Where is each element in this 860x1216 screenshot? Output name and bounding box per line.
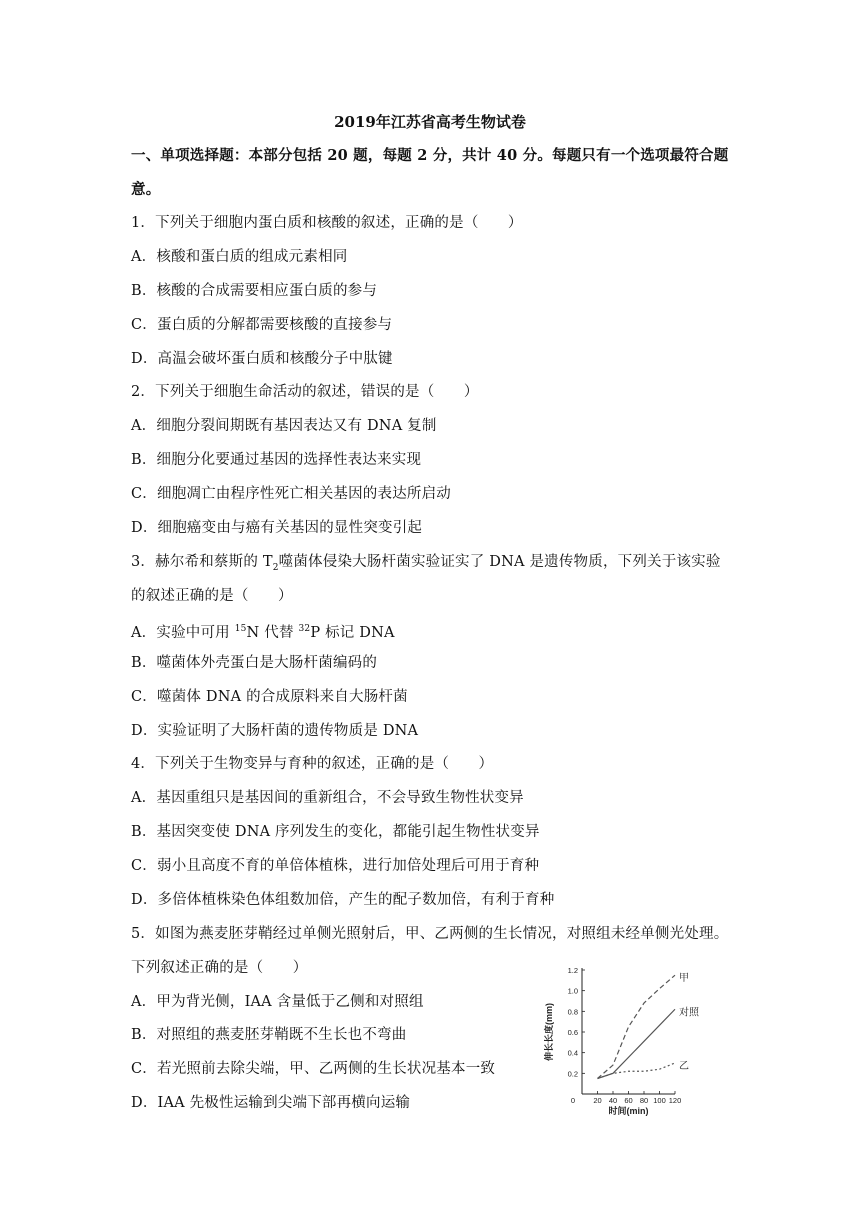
series-line <box>598 1009 676 1078</box>
q1-option-d: D．高温会破坏蛋白质和核酸分子中肽键 <box>131 351 393 367</box>
y-tick-label: 0.8 <box>567 1007 578 1017</box>
q5-option-c: C．若光照前去除尖端，甲、乙两侧的生长状况基本一致 <box>131 1061 496 1077</box>
q3-option-d: D．实验证明了大肠杆菌的遗传物质是 DNA <box>131 723 419 739</box>
q4-option-a: A．基因重组只是基因间的重新组合，不会导致生物性状变异 <box>131 790 524 806</box>
origin-label: 0 <box>570 1096 576 1105</box>
q5-option-a: A．甲为背光侧，IAA 含量低于乙侧和对照组 <box>131 994 424 1010</box>
q3-option-a: A．实验中可用 $^{15}$N 代替 $^{32}$P 标记 DNA <box>131 624 395 641</box>
q3-stem: 3．赫尔希和蔡斯的 $T_2$噬菌体侵染大肠杆菌实验证实了 DNA 是遗传物质，下列关于该实验 <box>131 554 721 573</box>
q3-stem-cont: 的叙述正确的是（ ） <box>131 588 293 604</box>
q5-stem: 5．如图为燕麦胚芽鞘经过单侧光照射后，甲、乙两侧的生长情况，对照组未经单侧光处理。 <box>131 926 729 942</box>
q3-option-b: B．噬菌体外壳蛋白是大肠杆菌编码的 <box>131 655 378 671</box>
y-axis-label: 伸长长度(mm) <box>544 1003 554 1061</box>
q2-option-a: A．细胞分裂间期既有基因表达又有 DNA 复制 <box>131 418 437 434</box>
q1-stem: 1．下列关于细胞内蛋白质和核酸的叙述，正确的是（ ） <box>131 215 523 231</box>
q1-option-c: C．蛋白质的分解都需要核酸的直接参与 <box>131 317 393 333</box>
page-title: 2019年江苏省高考生物试卷 <box>334 113 526 131</box>
q2-stem: 2．下列关于细胞生命活动的叙述，错误的是（ ） <box>131 384 479 400</box>
q5-option-d: D．IAA 先极性运输到尖端下部再横向运输 <box>131 1095 411 1111</box>
x-tick-label: 40 <box>608 1096 618 1105</box>
x-tick-label: 80 <box>639 1096 649 1105</box>
q1-option-b: B．核酸的合成需要相应蛋白质的参与 <box>131 283 378 299</box>
q3-option-c: C．噬菌体 DNA 的合成原料来自大肠杆菌 <box>131 689 408 705</box>
q2-option-b: B．细胞分化要通过基因的选择性表达来实现 <box>131 452 422 468</box>
y-tick-label: 1.0 <box>567 986 578 996</box>
q5-option-b: B．对照组的燕麦胚芽鞘既不生长也不弯曲 <box>131 1027 407 1043</box>
q1-option-a: A．核酸和蛋白质的组成元素相同 <box>131 249 348 265</box>
q2-option-c: C．细胞凋亡由程序性死亡相关基因的表达所启动 <box>131 486 451 502</box>
series-line <box>598 975 676 1078</box>
y-tick-label: 0.4 <box>567 1048 578 1058</box>
section-heading-cont: 意。 <box>131 181 161 198</box>
x-axis-label: 时间(min) <box>608 1106 649 1116</box>
x-tick-label: 120 <box>668 1096 682 1105</box>
q4-option-c: C．弱小且高度不育的单倍体植株，进行加倍处理后可用于育种 <box>131 858 540 874</box>
series-label: 对照 <box>679 1007 699 1019</box>
q5-stem-cont: 下列叙述正确的是（ ） <box>131 960 308 976</box>
q4-option-b: B．基因突变使 DNA 序列发生的变化，都能引起生物性状变异 <box>131 824 540 840</box>
y-tick-label: 0.6 <box>567 1028 578 1037</box>
x-tick-label: 20 <box>593 1096 602 1105</box>
x-tick-label: 60 <box>624 1096 633 1105</box>
growth-chart <box>540 960 710 1116</box>
chart-series <box>598 975 676 1078</box>
y-tick-label: 0.2 <box>567 1069 578 1079</box>
series-label: 甲 <box>679 973 689 985</box>
q4-option-d: D．多倍体植株染色体组数加倍，产生的配子数加倍，有利于育种 <box>131 892 555 908</box>
q4-stem: 4．下列关于生物变异与育种的叙述，正确的是（ ） <box>131 756 494 772</box>
q2-option-d: D．细胞癌变由与癌有关基因的显性突变引起 <box>131 520 423 536</box>
x-tick-label: 100 <box>653 1096 666 1105</box>
section-heading: 一、单项选择题：本部分包括 20 题，每题 2 分，共计 40 分。每题只有一个选项最符合题 <box>131 147 729 164</box>
y-tick-label: 1.2 <box>567 966 578 975</box>
series-line <box>598 1063 676 1079</box>
series-label: 乙 <box>679 1061 689 1072</box>
